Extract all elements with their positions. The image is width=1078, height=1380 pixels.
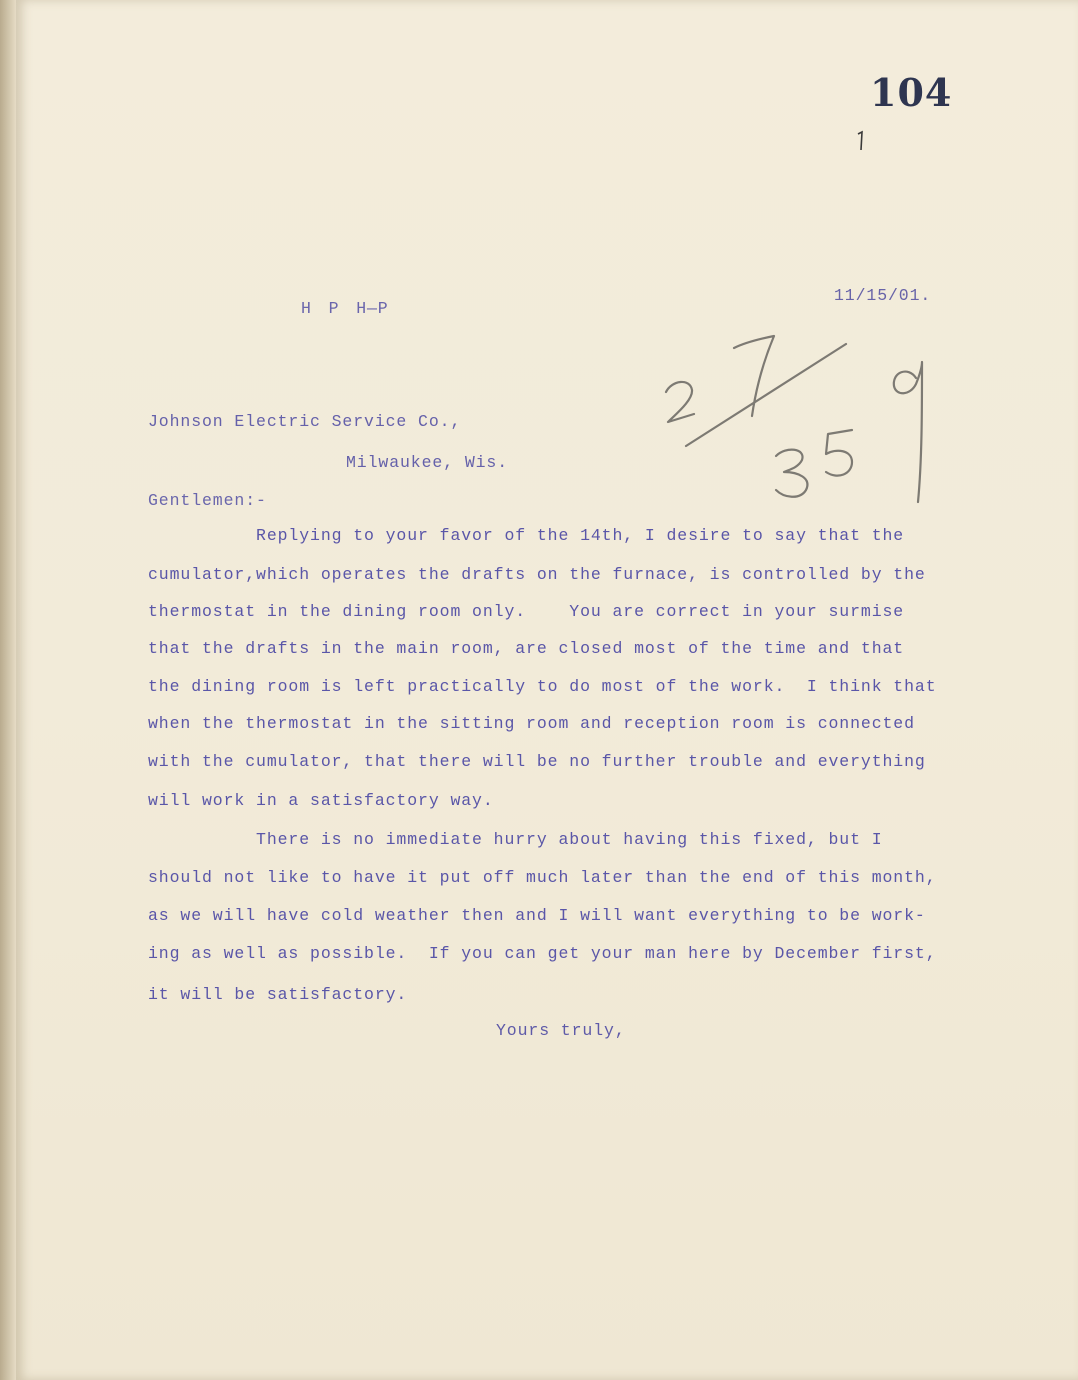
body-line: will work in a satisfactory way. — [148, 791, 494, 810]
body-line: it will be satisfactory. — [148, 985, 408, 1004]
body-line: should not like to have it put off much later than the end of this month, — [148, 868, 937, 887]
addressee-city: Milwaukee, Wis. — [346, 453, 509, 472]
reference-initials: H P H—P — [301, 299, 389, 318]
body-line: with the cumulator, that there will be no further trouble and everything — [148, 752, 926, 771]
body-line: There is no immediate hurry about having this fixed, but I — [148, 830, 883, 849]
page-number: 104 — [870, 70, 953, 115]
body-line: the dining room is left practically to do most of the work. I think that — [148, 677, 937, 696]
letter-page — [16, 0, 1078, 1380]
body-line: as we will have cold weather then and I will want everything to be work- — [148, 906, 926, 925]
body-line: when the thermostat in the sitting room and reception room is connected — [148, 714, 915, 733]
salutation: Gentlemen:- — [148, 491, 267, 510]
body-line: cumulator,which operates the drafts on the furnace, is controlled by the — [148, 565, 926, 584]
pencil-annotation — [646, 330, 976, 510]
letter-date: 11/15/01. — [834, 286, 932, 305]
body-line: Replying to your favor of the 14th, I desire to say that the — [148, 526, 905, 545]
binding-edge — [0, 0, 16, 1380]
body-line: thermostat in the dining room only. You are correct in your surmise — [148, 602, 905, 621]
body-line: that the drafts in the main room, are closed most of the time and that — [148, 639, 905, 658]
addressee-name: Johnson Electric Service Co., — [148, 412, 462, 431]
body-line: ing as well as possible. If you can get your man here by December first, — [148, 944, 937, 963]
closing: Yours truly, — [496, 1021, 626, 1040]
pencil-tick-mark — [856, 130, 864, 152]
